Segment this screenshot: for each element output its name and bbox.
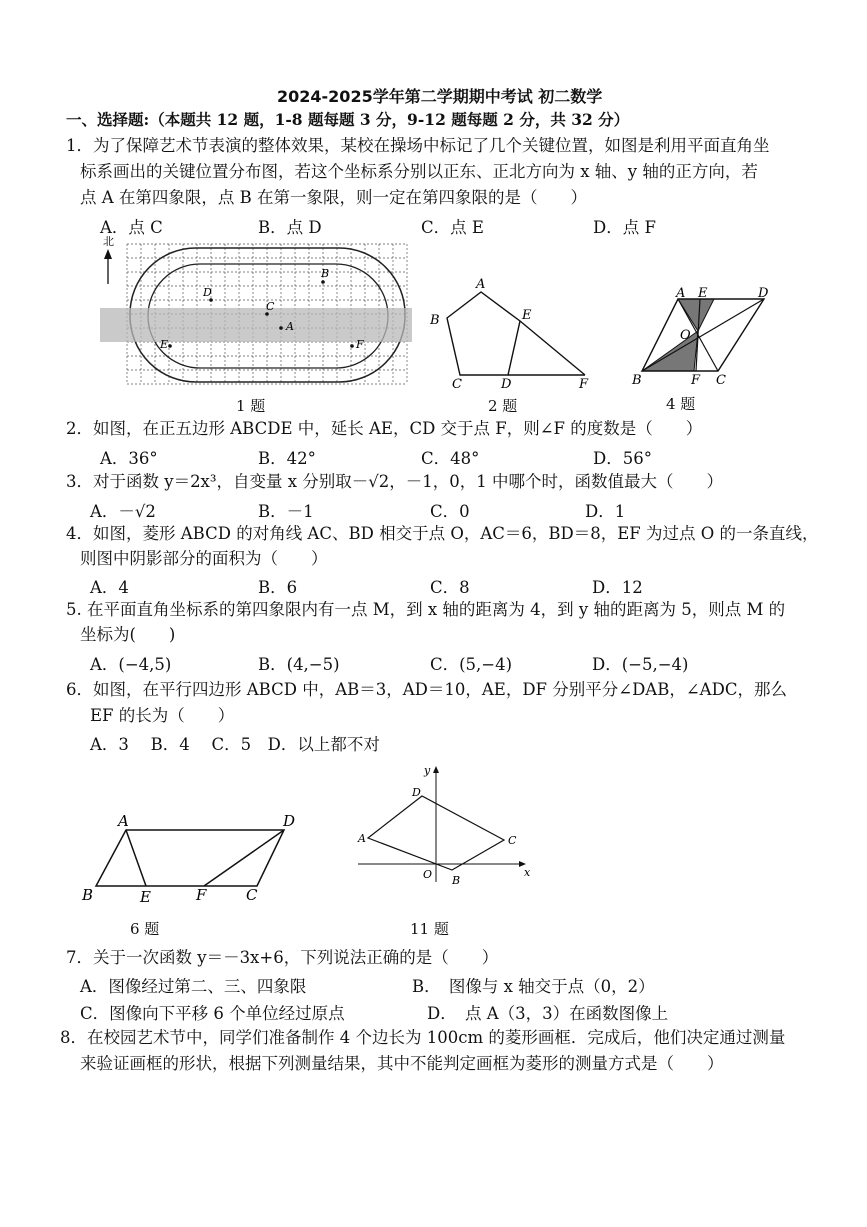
pentagon-abcde xyxy=(447,292,520,375)
coord-label-a: A xyxy=(358,832,366,845)
question-5-line-2: 坐标为( ) xyxy=(80,625,176,644)
question-8-line-2: 来验证画框的形状，根据下列测量结果，其中不能判定画框为菱形的测量方式是（ ） xyxy=(80,1054,724,1073)
parallelogram-label-c: C xyxy=(246,886,258,904)
rhombus-label-d: D xyxy=(758,286,769,301)
question-4-option-c: C．8 xyxy=(430,578,470,597)
point-f-label: F xyxy=(356,338,364,351)
point-c-label: C xyxy=(266,300,275,313)
question-2-option-a: A．36° xyxy=(100,449,158,468)
y-axis-arrow xyxy=(433,766,439,773)
rhombus-label-f: F xyxy=(691,373,701,388)
figure-1-caption: 1 题 xyxy=(236,397,266,415)
point-a-label: A xyxy=(286,320,294,333)
figure-11-coordinate-rhombus xyxy=(350,760,540,888)
question-1-option-b: B．点 D xyxy=(258,218,322,237)
question-6-options: A．3 B．4 C．5 D．以上都不对 xyxy=(90,735,380,754)
pentagon-label-e: E xyxy=(522,308,532,323)
question-5-option-d: D．(−5,−4) xyxy=(592,655,689,674)
question-2-line: 2．如图，在正五边形 ABCDE 中，延长 AE，CD 交于点 F，则∠F 的度数是（ ） xyxy=(66,419,703,438)
question-2-option-b: B．42° xyxy=(258,449,316,468)
question-5-option-a: A．(−4,5) xyxy=(90,655,172,674)
line-df xyxy=(204,830,284,886)
question-2-option-c: C．48° xyxy=(421,449,480,468)
figure-1-scan-band xyxy=(100,308,412,342)
question-7-line: 7．关于一次函数 y＝－3x+6，下列说法正确的是（ ） xyxy=(66,948,499,967)
question-3-line: 3．对于函数 y＝2x³，自变量 x 分别取－√2，－1，0，1 中哪个时，函数值最大（ ） xyxy=(66,472,724,491)
point-b-dot xyxy=(321,280,325,284)
axis-label-x: x xyxy=(524,866,531,879)
rhombus-label-b: B xyxy=(632,373,642,388)
question-3-option-a: A．－√2 xyxy=(90,502,156,521)
figure-1-north-arrow xyxy=(103,235,114,284)
parallelogram-label-e: E xyxy=(140,888,151,906)
point-e-dot xyxy=(168,344,172,348)
parallelogram-label-a: A xyxy=(118,812,129,830)
point-a-dot xyxy=(279,326,283,330)
figure-6-caption: 6 题 xyxy=(130,920,160,938)
question-1-line-1: 1．为了保障艺术节表演的整体效果，某校在操场中标记了几个关键位置，如图是利用平面直角坐 xyxy=(66,136,770,155)
question-6-line-2: EF 的长为（ ） xyxy=(90,706,235,725)
question-2-option-d: D．56° xyxy=(593,449,652,468)
rhombus-label-c: C xyxy=(716,373,726,388)
question-1-option-c: C．点 E xyxy=(421,218,484,237)
pentagon-label-b: B xyxy=(430,313,440,328)
question-1-line-3: 点 A 在第四象限，点 B 在第一象限，则一定在第四象限的是（ ） xyxy=(80,188,588,207)
figure-6-parallelogram xyxy=(80,808,310,906)
point-e-label: E xyxy=(160,338,169,351)
page-title: 2024-2025学年第二学期期中考试 初二数学 xyxy=(277,87,603,106)
line-ae xyxy=(126,830,146,886)
question-4-option-b: B．6 xyxy=(258,578,298,597)
parallelogram-label-b: B xyxy=(82,886,94,904)
question-4-option-a: A．4 xyxy=(90,578,129,597)
question-1-line-2: 标系画出的关键位置分布图，若这个坐标系分别以正东、正北方向为 x 轴、y 轴的正方向，若 xyxy=(80,162,758,181)
parallelogram-label-f: F xyxy=(196,886,207,904)
figure-2-pentagon xyxy=(425,276,595,391)
section-heading: 一、选择题:（本题共 12 题，1-8 题每题 3 分，9-12 题每题 2 分，共 32 分） xyxy=(66,110,630,129)
pentagon-label-a: A xyxy=(476,277,486,292)
pentagon-label-f: F xyxy=(579,377,589,392)
rhombus-label-a: A xyxy=(676,286,686,301)
question-5-option-b: B．(4,−5) xyxy=(258,655,340,674)
question-5-option-c: C．(5,−4) xyxy=(430,655,513,674)
question-6-line-1: 6．如图，在平行四边形 ABCD 中，AB＝3，AD＝10，AE，DF 分别平分∠DAB，∠ADC，那么 xyxy=(66,680,787,699)
question-7-option-c: C．图像向下平移 6 个单位经过原点 xyxy=(80,1004,345,1023)
question-3-option-c: C．0 xyxy=(430,502,470,521)
pentagon-label-c: C xyxy=(452,377,462,392)
figure-1-track-map xyxy=(100,236,412,394)
figure-11-caption: 11 题 xyxy=(410,920,449,938)
coord-label-o: O xyxy=(423,868,433,881)
line-ef xyxy=(520,321,585,375)
shaded-triangle-top xyxy=(678,299,714,331)
rhombus-label-o: O xyxy=(680,328,691,343)
north-label: 北 xyxy=(103,235,114,248)
point-b-label: B xyxy=(321,267,330,280)
question-1-option-d: D．点 F xyxy=(593,218,656,237)
axis-label-y: y xyxy=(424,764,431,777)
parallelogram-abcd xyxy=(96,830,284,886)
question-3-option-b: B．－1 xyxy=(258,502,314,521)
figure-4-rhombus xyxy=(628,287,778,387)
coord-label-d: D xyxy=(412,786,421,799)
question-4-line-1: 4．如图，菱形 ABCD 的对角线 AC、BD 相交于点 O，AC＝6，BD＝8，EF 为过点 O 的一条直线， xyxy=(66,524,819,543)
question-7-option-b: B． 图像与 x 轴交于点（0，2） xyxy=(412,977,655,996)
point-f-dot xyxy=(350,344,354,348)
rhombus-label-e: E xyxy=(698,286,708,301)
question-8-line-1: 8．在校园艺术节中，同学们准备制作 4 个边长为 100cm 的菱形画框．完成后，他们决定通过测量 xyxy=(60,1028,786,1047)
coord-label-c: C xyxy=(508,834,517,847)
question-4-option-d: D．12 xyxy=(592,578,643,597)
question-7-option-a: A．图像经过第二、三、四象限 xyxy=(80,977,307,996)
parallelogram-label-d: D xyxy=(283,812,296,830)
question-4-line-2: 则图中阴影部分的面积为（ ） xyxy=(80,549,328,568)
question-5-line-1: 5. 在平面直角坐标系的第四象限内有一点 M，到 x 轴的距离为 4，到 y 轴的距离为 5，则点 M 的 xyxy=(66,600,786,619)
question-7-option-d: D． 点 A（3，3）在函数图像上 xyxy=(427,1004,669,1023)
pentagon-label-d: D xyxy=(501,377,512,392)
coord-label-b: B xyxy=(452,874,461,887)
question-3-option-d: D．1 xyxy=(585,502,626,521)
point-d-label: D xyxy=(203,286,212,299)
figure-2-caption: 2 题 xyxy=(488,397,518,415)
figure-4-caption: 4 题 xyxy=(666,395,696,413)
question-1-option-a: A．点 C xyxy=(100,218,163,237)
